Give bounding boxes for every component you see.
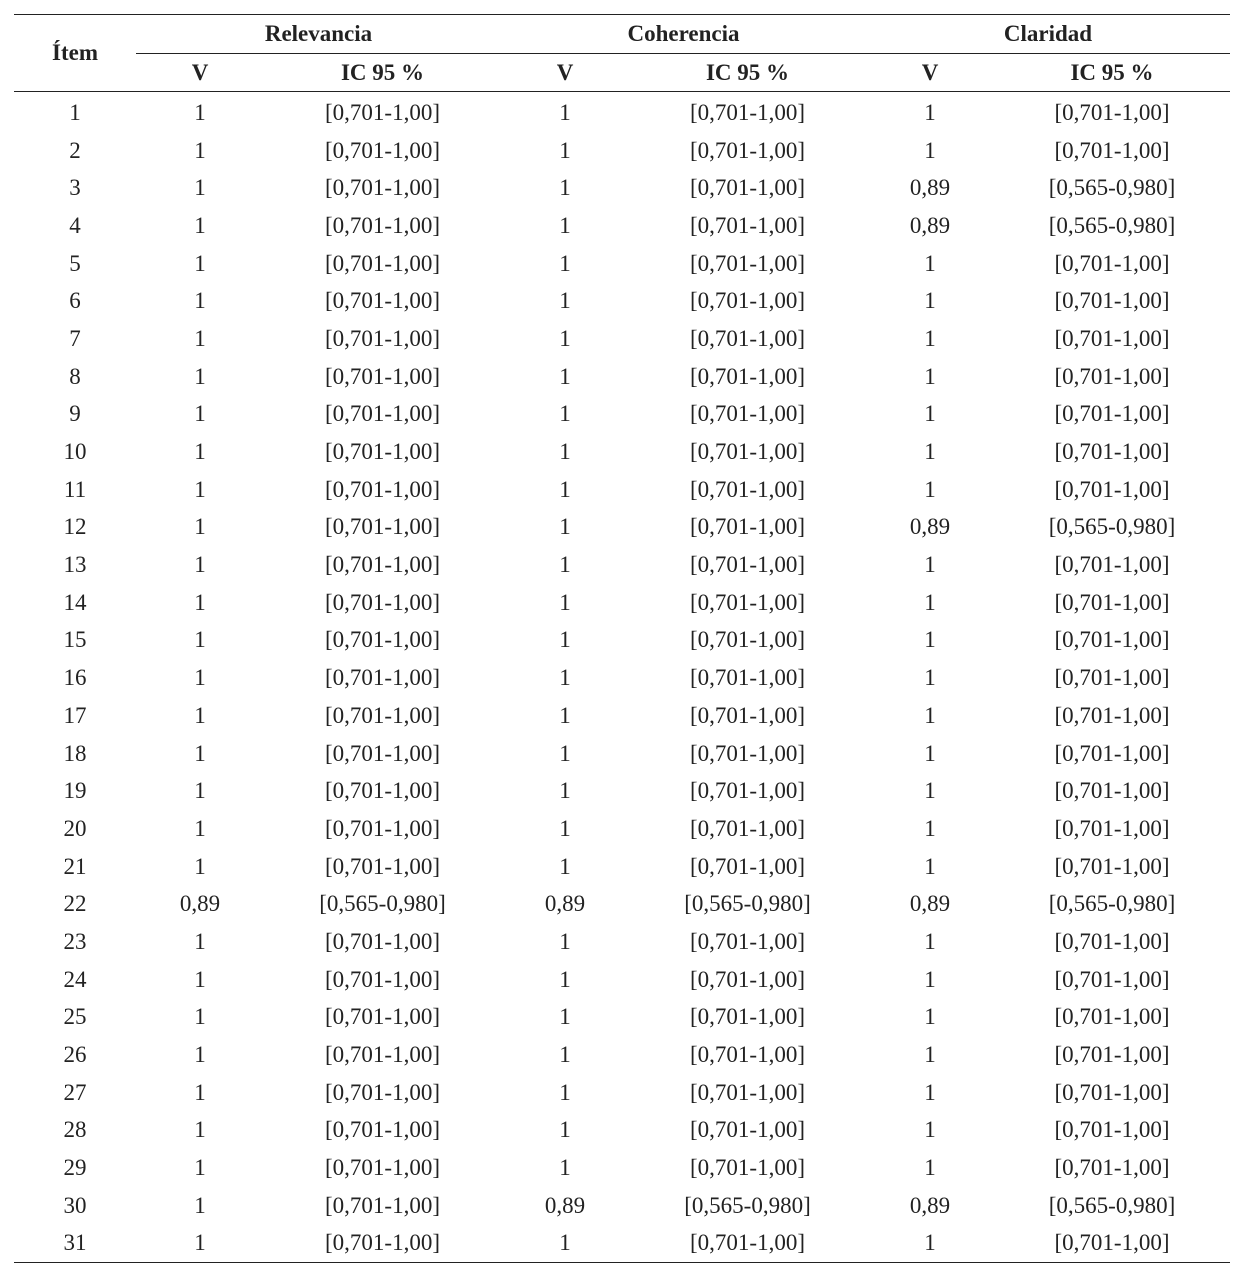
table-row [14, 320, 1230, 358]
item-number-cell: 8 [69, 363, 81, 389]
claridad-group-header: Claridad [866, 15, 1230, 54]
coherencia-v-cell: 1 [559, 288, 571, 314]
relevancia-v-cell: 1 [194, 1117, 206, 1143]
relevancia-ic-cell: [0,701-1,00] [325, 99, 440, 125]
claridad-ic-cell: [0,701-1,00] [1054, 928, 1170, 954]
coherencia-ic-cell: [0,565-0,980] [684, 1192, 811, 1218]
claridad-v-cell: 0,89 [909, 1192, 951, 1218]
table-row [14, 396, 1230, 434]
relevancia-v-cell: 1 [194, 288, 206, 314]
item-number-cell: 11 [63, 476, 87, 502]
coherencia-ic-cell: [0,701-1,00] [690, 288, 805, 314]
coherencia-v-header: V [501, 54, 629, 92]
table-row [14, 1225, 1230, 1263]
coherencia-v-cell: 1 [559, 1079, 571, 1105]
claridad-v-cell: 1 [924, 627, 936, 653]
relevancia-ic-cell: [0,565-0,980] [319, 891, 446, 917]
coherencia-v-cell: 1 [559, 627, 571, 653]
claridad-v-cell: 1 [924, 665, 936, 691]
relevancia-ic-cell: [0,701-1,00] [264, 1225, 501, 1263]
table-row [14, 923, 1230, 961]
claridad-ic-cell: [0,701-1,00] [1054, 476, 1170, 502]
claridad-v-cell: 1 [924, 928, 936, 954]
relevancia-v-cell: 0,89 [179, 891, 221, 917]
claridad-v-cell: 1 [924, 552, 936, 578]
claridad-v-cell: 1 [866, 1225, 994, 1263]
claridad-ic-cell: [0,701-1,00] [1054, 288, 1170, 314]
relevancia-ic-cell: [0,701-1,00] [325, 401, 440, 427]
relevancia-v-cell: 1 [194, 363, 206, 389]
table-row [14, 509, 1230, 547]
table-row [14, 622, 1230, 660]
table-row [14, 848, 1230, 886]
table-row [14, 772, 1230, 810]
table-row [14, 1112, 1230, 1150]
relevancia-v-cell: 1 [194, 665, 206, 691]
coherencia-ic-cell: [0,701-1,00] [690, 966, 805, 992]
item-column-header: Ítem [14, 15, 136, 92]
claridad-ic-cell: [0,701-1,00] [1054, 1155, 1170, 1181]
coherencia-v-cell: 1 [559, 1117, 571, 1143]
table-row [14, 1036, 1230, 1074]
claridad-v-cell: 1 [924, 250, 936, 276]
claridad-ic-cell: [0,565-0,980] [1048, 175, 1176, 201]
claridad-v-cell: 1 [924, 1117, 936, 1143]
coherencia-v-cell: 1 [559, 815, 571, 841]
claridad-ic-cell: [0,701-1,00] [1054, 966, 1170, 992]
claridad-ic-cell: [0,701-1,00] [1054, 99, 1170, 125]
coherencia-group-header: Coherencia [501, 15, 866, 54]
relevancia-v-cell: 1 [194, 1004, 206, 1030]
coherencia-ic-cell: [0,701-1,00] [690, 1004, 805, 1030]
coherencia-ic-cell: [0,701-1,00] [690, 325, 805, 351]
coherencia-v-cell: 1 [559, 99, 571, 125]
claridad-v-cell: 1 [924, 815, 936, 841]
claridad-v-cell: 1 [924, 1004, 936, 1030]
relevancia-ic-cell: [0,701-1,00] [325, 175, 440, 201]
coherencia-v-cell: 1 [559, 589, 571, 615]
coherencia-v-cell: 1 [501, 1225, 629, 1263]
relevancia-v-cell: 1 [194, 99, 206, 125]
relevancia-v-cell: 1 [194, 325, 206, 351]
item-number-cell: 4 [69, 212, 81, 238]
relevancia-ic-cell: [0,701-1,00] [325, 665, 440, 691]
item-number-cell: 16 [63, 665, 87, 691]
claridad-ic-cell: [0,701-1,00] [1054, 552, 1170, 578]
relevancia-ic-cell: [0,701-1,00] [325, 966, 440, 992]
coherencia-ic-cell: [0,701-1,00] [690, 1042, 805, 1068]
group-header-row [14, 15, 1230, 54]
claridad-v-cell: 1 [924, 401, 936, 427]
relevancia-v-cell: 1 [194, 212, 206, 238]
item-number-cell: 14 [63, 589, 87, 615]
coherencia-v-cell: 1 [559, 1042, 571, 1068]
item-number-cell: 2 [69, 137, 81, 163]
claridad-v-cell: 1 [924, 288, 936, 314]
coherencia-ic-cell: [0,701-1,00] [690, 552, 805, 578]
coherencia-ic-cell: [0,701-1,00] [690, 250, 805, 276]
item-number-cell: 13 [63, 552, 87, 578]
item-number-cell: 15 [63, 627, 87, 653]
claridad-ic-cell: [0,701-1,00] [1054, 1004, 1170, 1030]
relevancia-ic-cell: [0,701-1,00] [325, 1155, 440, 1181]
claridad-ic-cell: [0,565-0,980] [1048, 1192, 1176, 1218]
coherencia-v-cell: 1 [559, 439, 571, 465]
relevancia-ic-cell: [0,701-1,00] [325, 627, 440, 653]
relevancia-ic-cell: [0,701-1,00] [325, 212, 440, 238]
item-number-cell: 10 [63, 439, 87, 465]
claridad-v-cell: 1 [924, 439, 936, 465]
coherencia-ic-cell: [0,565-0,980] [684, 891, 811, 917]
claridad-ic-header: IC 95 % [994, 54, 1230, 92]
item-number-cell: 25 [63, 1004, 87, 1030]
table-container [14, 14, 1230, 1263]
coherencia-v-cell: 1 [559, 552, 571, 578]
item-number-cell: 24 [63, 966, 87, 992]
coherencia-v-cell: 1 [559, 514, 571, 540]
validity-table [14, 14, 1230, 1263]
relevancia-v-cell: 1 [194, 439, 206, 465]
table-row [14, 735, 1230, 773]
table-row [14, 659, 1230, 697]
claridad-ic-cell: [0,701-1,00] [1054, 815, 1170, 841]
claridad-v-cell: 0,89 [909, 175, 951, 201]
claridad-ic-cell: [0,565-0,980] [1048, 891, 1176, 917]
table-row [14, 132, 1230, 170]
coherencia-ic-cell: [0,701-1,00] [690, 514, 805, 540]
relevancia-ic-cell: [0,701-1,00] [325, 778, 440, 804]
item-number-cell: 9 [69, 401, 81, 427]
relevancia-ic-cell: [0,701-1,00] [325, 1042, 440, 1068]
coherencia-v-cell: 1 [559, 740, 571, 766]
coherencia-ic-cell: [0,701-1,00] [690, 702, 805, 728]
sub-header-row [14, 54, 1230, 92]
claridad-v-cell: 0,89 [909, 514, 951, 540]
relevancia-v-cell: 1 [194, 1155, 206, 1181]
item-number-cell: 22 [63, 891, 87, 917]
relevancia-ic-cell: [0,701-1,00] [325, 928, 440, 954]
coherencia-v-cell: 0,89 [544, 891, 586, 917]
coherencia-ic-cell: [0,701-1,00] [690, 815, 805, 841]
claridad-ic-cell: [0,701-1,00] [994, 1225, 1230, 1263]
coherencia-v-cell: 1 [559, 325, 571, 351]
table-row [14, 885, 1230, 923]
item-number-cell: 6 [69, 288, 81, 314]
relevancia-v-cell: 1 [194, 778, 206, 804]
relevancia-v-cell: 1 [194, 401, 206, 427]
coherencia-v-cell: 1 [559, 702, 571, 728]
coherencia-v-cell: 1 [559, 665, 571, 691]
claridad-ic-cell: [0,701-1,00] [1054, 439, 1170, 465]
coherencia-v-cell: 1 [559, 137, 571, 163]
relevancia-v-cell: 1 [194, 1079, 206, 1105]
relevancia-v-cell: 1 [194, 815, 206, 841]
coherencia-v-cell: 1 [559, 1155, 571, 1181]
table-row [14, 207, 1230, 245]
relevancia-group-header: Relevancia [136, 15, 501, 54]
coherencia-ic-cell: [0,701-1,00] [690, 928, 805, 954]
relevancia-ic-cell: [0,701-1,00] [325, 1004, 440, 1030]
relevancia-ic-cell: [0,701-1,00] [325, 363, 440, 389]
coherencia-ic-cell: [0,701-1,00] [690, 665, 805, 691]
relevancia-ic-cell: [0,701-1,00] [325, 1079, 440, 1105]
item-number-cell: 21 [63, 853, 87, 879]
claridad-v-cell: 1 [924, 702, 936, 728]
relevancia-v-cell: 1 [194, 853, 206, 879]
coherencia-ic-header: IC 95 % [629, 54, 866, 92]
coherencia-ic-cell: [0,701-1,00] [690, 1117, 805, 1143]
table-row [14, 245, 1230, 283]
coherencia-ic-cell: [0,701-1,00] [690, 778, 805, 804]
claridad-v-cell: 1 [924, 137, 936, 163]
claridad-v-cell: 1 [924, 1042, 936, 1068]
table-row [14, 1149, 1230, 1187]
relevancia-ic-cell: [0,701-1,00] [325, 476, 440, 502]
item-number-cell: 7 [69, 325, 81, 351]
claridad-v-cell: 1 [924, 778, 936, 804]
claridad-ic-cell: [0,701-1,00] [1054, 401, 1170, 427]
table-row [14, 433, 1230, 471]
coherencia-ic-cell: [0,701-1,00] [690, 853, 805, 879]
claridad-v-cell: 1 [924, 1155, 936, 1181]
item-number-cell: 29 [63, 1155, 87, 1181]
relevancia-ic-cell: [0,701-1,00] [325, 740, 440, 766]
table-row [14, 282, 1230, 320]
claridad-ic-cell: [0,701-1,00] [1054, 778, 1170, 804]
relevancia-ic-cell: [0,701-1,00] [325, 325, 440, 351]
relevancia-ic-cell: [0,701-1,00] [325, 815, 440, 841]
claridad-ic-cell: [0,701-1,00] [1054, 1117, 1170, 1143]
item-number-cell: 12 [63, 514, 87, 540]
claridad-v-cell: 1 [924, 1079, 936, 1105]
coherencia-ic-cell: [0,701-1,00] [690, 137, 805, 163]
relevancia-ic-header: IC 95 % [264, 54, 501, 92]
item-number-cell: 1 [69, 99, 81, 125]
claridad-ic-cell: [0,701-1,00] [1054, 665, 1170, 691]
relevancia-ic-cell: [0,701-1,00] [325, 1192, 440, 1218]
coherencia-ic-cell: [0,701-1,00] [690, 740, 805, 766]
claridad-v-cell: 0,89 [909, 891, 951, 917]
item-number-cell: 17 [63, 702, 87, 728]
claridad-v-cell: 1 [924, 325, 936, 351]
relevancia-v-cell: 1 [136, 1225, 264, 1263]
claridad-ic-cell: [0,701-1,00] [1054, 137, 1170, 163]
relevancia-ic-cell: [0,701-1,00] [325, 853, 440, 879]
relevancia-v-header: V [136, 54, 264, 92]
coherencia-v-cell: 1 [559, 212, 571, 238]
relevancia-ic-cell: [0,701-1,00] [325, 439, 440, 465]
claridad-v-header: V [866, 54, 994, 92]
coherencia-ic-cell: [0,701-1,00] [690, 99, 805, 125]
table-row [14, 358, 1230, 396]
item-number-cell: 3 [69, 175, 81, 201]
table-row [14, 1187, 1230, 1225]
claridad-ic-cell: [0,701-1,00] [1054, 325, 1170, 351]
coherencia-v-cell: 1 [559, 175, 571, 201]
relevancia-v-cell: 1 [194, 514, 206, 540]
relevancia-v-cell: 1 [194, 137, 206, 163]
table-row [14, 697, 1230, 735]
item-number-cell: 18 [63, 740, 87, 766]
table-row [14, 471, 1230, 509]
claridad-ic-cell: [0,701-1,00] [1054, 740, 1170, 766]
claridad-v-cell: 1 [924, 966, 936, 992]
coherencia-v-cell: 1 [559, 778, 571, 804]
table-body [14, 92, 1230, 1263]
coherencia-v-cell: 1 [559, 250, 571, 276]
table-row [14, 810, 1230, 848]
coherencia-v-cell: 1 [559, 476, 571, 502]
table-row [14, 961, 1230, 999]
relevancia-ic-cell: [0,701-1,00] [325, 288, 440, 314]
item-number-cell: 5 [69, 250, 81, 276]
claridad-v-cell: 1 [924, 363, 936, 389]
claridad-ic-cell: [0,565-0,980] [1048, 212, 1176, 238]
relevancia-v-cell: 1 [194, 552, 206, 578]
relevancia-v-cell: 1 [194, 175, 206, 201]
coherencia-ic-cell: [0,701-1,00] [690, 401, 805, 427]
relevancia-v-cell: 1 [194, 589, 206, 615]
coherencia-ic-cell: [0,701-1,00] [629, 1225, 866, 1263]
coherencia-v-cell: 1 [559, 363, 571, 389]
relevancia-v-cell: 1 [194, 966, 206, 992]
coherencia-v-cell: 1 [559, 966, 571, 992]
relevancia-v-cell: 1 [194, 476, 206, 502]
table-row [14, 169, 1230, 207]
claridad-v-cell: 1 [924, 476, 936, 502]
relevancia-ic-cell: [0,701-1,00] [325, 137, 440, 163]
coherencia-v-cell: 1 [559, 1004, 571, 1030]
claridad-v-cell: 1 [924, 589, 936, 615]
claridad-ic-cell: [0,701-1,00] [1054, 1079, 1170, 1105]
claridad-v-cell: 1 [924, 99, 936, 125]
relevancia-ic-cell: [0,701-1,00] [325, 250, 440, 276]
coherencia-ic-cell: [0,701-1,00] [690, 175, 805, 201]
claridad-v-cell: 1 [924, 740, 936, 766]
item-number-cell: 23 [63, 928, 87, 954]
coherencia-ic-cell: [0,701-1,00] [690, 476, 805, 502]
claridad-ic-cell: [0,701-1,00] [1054, 250, 1170, 276]
item-number-cell: 31 [14, 1225, 136, 1263]
table-row [14, 584, 1230, 622]
item-number-cell: 26 [63, 1042, 87, 1068]
item-number-cell: 20 [63, 815, 87, 841]
relevancia-v-cell: 1 [194, 250, 206, 276]
relevancia-v-cell: 1 [194, 928, 206, 954]
relevancia-ic-cell: [0,701-1,00] [325, 589, 440, 615]
claridad-ic-cell: [0,701-1,00] [1054, 363, 1170, 389]
coherencia-v-cell: 1 [559, 853, 571, 879]
claridad-ic-cell: [0,565-0,980] [1048, 514, 1176, 540]
relevancia-v-cell: 1 [194, 702, 206, 728]
coherencia-ic-cell: [0,701-1,00] [690, 589, 805, 615]
coherencia-ic-cell: [0,701-1,00] [690, 212, 805, 238]
coherencia-v-cell: 1 [559, 401, 571, 427]
relevancia-ic-cell: [0,701-1,00] [325, 702, 440, 728]
table-row [14, 92, 1230, 132]
claridad-v-cell: 1 [924, 853, 936, 879]
claridad-ic-cell: [0,701-1,00] [1054, 702, 1170, 728]
table-row [14, 546, 1230, 584]
coherencia-ic-cell: [0,701-1,00] [690, 1155, 805, 1181]
coherencia-ic-cell: [0,701-1,00] [690, 439, 805, 465]
relevancia-v-cell: 1 [194, 627, 206, 653]
item-number-cell: 19 [63, 778, 87, 804]
claridad-v-cell: 0,89 [909, 212, 951, 238]
claridad-ic-cell: [0,701-1,00] [1054, 589, 1170, 615]
relevancia-v-cell: 1 [194, 1042, 206, 1068]
claridad-ic-cell: [0,701-1,00] [1054, 1042, 1170, 1068]
relevancia-ic-cell: [0,701-1,00] [325, 552, 440, 578]
coherencia-ic-cell: [0,701-1,00] [690, 627, 805, 653]
coherencia-v-cell: 1 [559, 928, 571, 954]
item-number-cell: 30 [63, 1192, 87, 1218]
relevancia-ic-cell: [0,701-1,00] [325, 514, 440, 540]
table-row [14, 1074, 1230, 1112]
item-number-cell: 28 [63, 1117, 87, 1143]
coherencia-ic-cell: [0,701-1,00] [690, 1079, 805, 1105]
coherencia-v-cell: 0,89 [544, 1192, 586, 1218]
coherencia-ic-cell: [0,701-1,00] [690, 363, 805, 389]
claridad-ic-cell: [0,701-1,00] [1054, 627, 1170, 653]
table-row [14, 999, 1230, 1037]
item-number-cell: 27 [63, 1079, 87, 1105]
relevancia-v-cell: 1 [194, 1192, 206, 1218]
relevancia-ic-cell: [0,701-1,00] [325, 1117, 440, 1143]
relevancia-v-cell: 1 [194, 740, 206, 766]
claridad-ic-cell: [0,701-1,00] [1054, 853, 1170, 879]
